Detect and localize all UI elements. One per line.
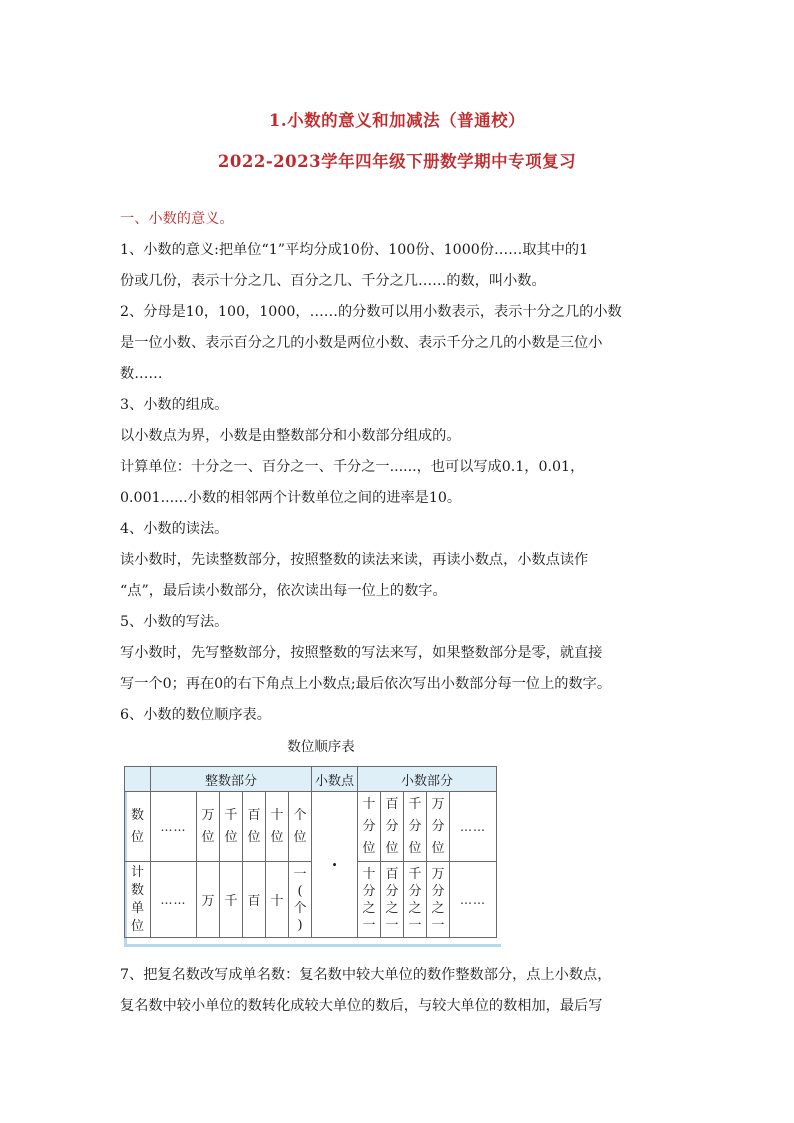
header-integer-part: 整数部分 — [151, 767, 312, 792]
text-line: 复名数中较小单位的数转化成较大单位的数后，与较大单位的数相加，最后写 — [120, 998, 603, 1014]
document-title: 1.小数的意义和加减法（普通校） — [268, 111, 526, 130]
unit-cell: 千 — [220, 862, 243, 938]
text-line: 以小数点为界，小数是由整数部分和小数部分组成的。 — [120, 428, 461, 444]
text-line: 份或几份，表示十分之几、百分之几、千分之几……的数，叫小数。 — [120, 273, 546, 289]
text-line: 6、小数的数位顺序表。 — [120, 707, 271, 723]
table-header-row — [125, 767, 497, 792]
text-line: 是一位小数、表示百分之几的小数是两位小数、表示千分之几的小数是三位小 — [120, 335, 603, 351]
ellipsis-cell: …… — [151, 792, 197, 862]
place-cell: 十 分 位 — [358, 792, 381, 862]
place-cell: 百 位 — [243, 792, 266, 862]
unit-cell: 十 分 之 一 — [358, 862, 381, 938]
unit-cell: 一 ( 个 ) — [289, 862, 312, 938]
header-decimal-part: 小数部分 — [358, 767, 497, 792]
text-line: 读小数时，先读整数部分，按照整数的读法来读，再读小数点，小数点读作 — [120, 552, 589, 568]
ellipsis-cell: …… — [151, 862, 197, 938]
ellipsis-cell: …… — [450, 862, 497, 938]
unit-cell: 千 分 之 一 — [404, 862, 427, 938]
text-line: 0.001......小数的相邻两个计数单位之间的进率是10。 — [120, 490, 462, 506]
decimal-point-cell: · — [312, 792, 358, 938]
table-row-place — [125, 792, 497, 862]
text-line: 数…… — [120, 366, 163, 382]
text-line: 写一个0；再在0的右下角点上小数点;最后依次写出小数部分每一位上的数字。 — [120, 676, 612, 692]
place-cell: 十 位 — [266, 792, 289, 862]
text-line: 一、小数的意义。 — [120, 211, 234, 227]
text-line: “点”，最后读小数部分，依次读出每一位上的数字。 — [120, 583, 447, 599]
body-text — [120, 204, 680, 731]
place-value-table-block — [124, 734, 498, 934]
ellipsis-cell: …… — [450, 792, 497, 862]
corner-cell — [125, 767, 151, 792]
text-line: 1、小数的意义:把单位“1”平均分成10份、100份、1000份……取其中的1 — [120, 242, 589, 258]
unit-cell: 万 — [197, 862, 220, 938]
unit-cell: 百 分 之 一 — [381, 862, 404, 938]
text-line: 4、小数的读法。 — [120, 521, 229, 537]
unit-cell: 百 — [243, 862, 266, 938]
text-line: 3、小数的组成。 — [120, 397, 229, 413]
place-cell: 千 分 位 — [404, 792, 427, 862]
row-label-place: 数 位 — [125, 792, 151, 862]
place-cell: 万 位 — [197, 792, 220, 862]
unit-cell: 万 分 之 一 — [427, 862, 450, 938]
text-line: 5、小数的写法。 — [120, 614, 229, 630]
place-cell: 千 位 — [220, 792, 243, 862]
place-cell: 个 位 — [289, 792, 312, 862]
place-cell: 百 分 位 — [381, 792, 404, 862]
body-text-continued — [120, 960, 680, 1022]
place-cell: 万 分 位 — [427, 792, 450, 862]
table-row-unit — [125, 862, 497, 938]
row-label-unit: 计 数 单 位 — [125, 862, 151, 938]
text-line: 7、把复名数改写成单名数：复名数中较大单位的数作整数部分，点上小数点， — [120, 967, 612, 983]
unit-cell: 十 — [266, 862, 289, 938]
document-subtitle: 2022-2023学年四年级下册数学期中专项复习 — [217, 152, 577, 171]
text-line: 计算单位：十分之一、百分之一、千分之一......，也可以写成0.1，0.01， — [120, 459, 585, 475]
header-decimal-point: 小数点 — [312, 767, 358, 792]
table-caption: 数位顺序表 — [287, 739, 355, 755]
text-line: 2、分母是10，100，1000，……的分数可以用小数表示，表示十分之几的小数 — [120, 304, 622, 320]
text-line: 写小数时，先写整数部分，按照整数的写法来写，如果整数部分是零，就直接 — [120, 645, 603, 661]
place-value-table — [124, 766, 497, 938]
